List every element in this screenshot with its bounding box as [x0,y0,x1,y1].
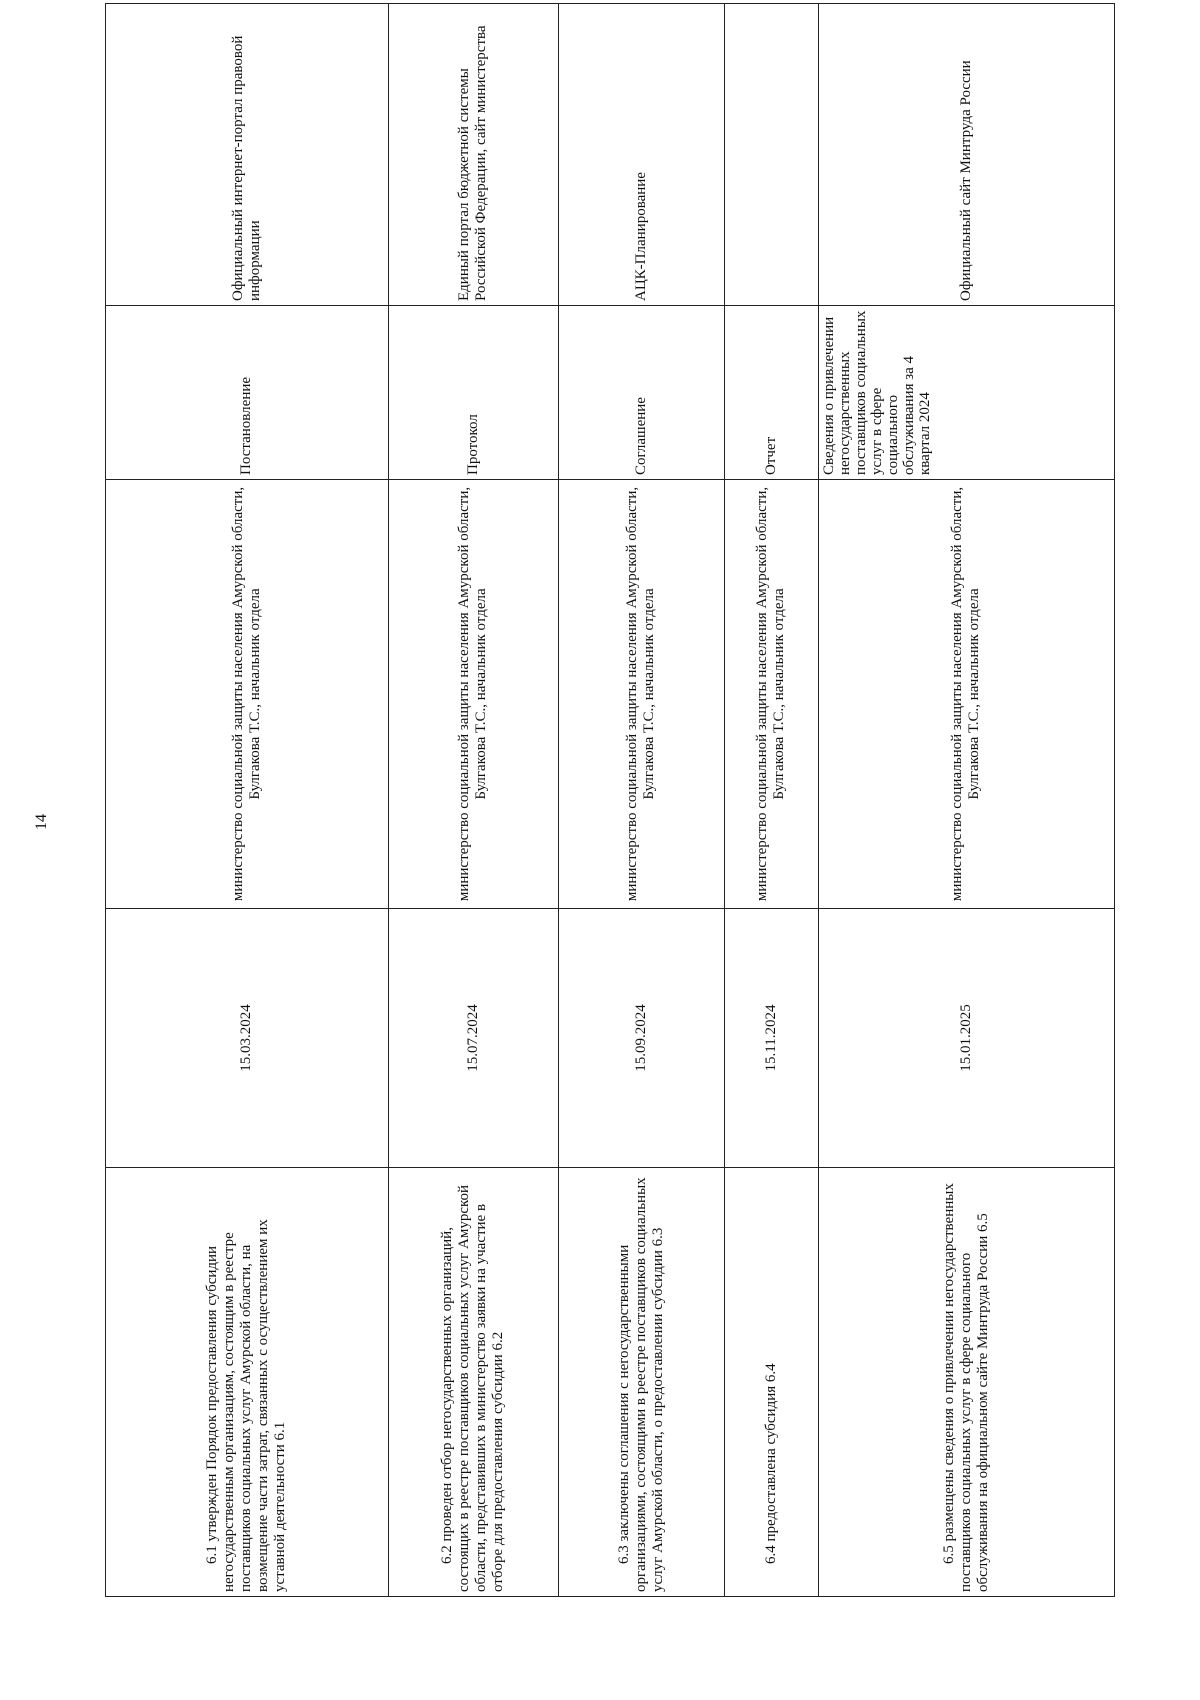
table-row [724,4,818,1597]
table-row [558,4,724,1597]
source-cell: Официальный сайт Минтруда России [818,4,1114,306]
date-cell: 15.11.2024 [724,909,818,1168]
responsible-cell: министерство социальной защиты населения Амурской области, Булгакова Т.С., начальник отдела [388,480,558,909]
document-cell: Отчет [724,306,818,480]
event-text: 6.3 заключены соглашения с негосударственными организациями, состоящими в реестре поставщиков социальных услуг Амурской области, о предоставлении субсидии 6.3 [615,1177,666,1592]
source-cell: Единый портал бюджетной системы Российской Федерации, сайт министерства [388,4,558,306]
event-cell [818,1168,1114,1597]
date-cell: 15.01.2025 [818,909,1114,1168]
responsible-cell: министерство социальной защиты населения Амурской области, Булгакова Т.С., начальник отдела [106,480,389,909]
table-row [106,4,389,1597]
date-cell: 15.07.2024 [388,909,558,1168]
page-number: 14 [33,814,50,830]
source-cell [724,4,818,306]
document-cell: Сведения о привлечении негосударственных поставщиков социальных услуг в сфере социального обслуживания за 4 квартал 2024 [818,306,1114,480]
event-text: 6.2 проведен отбор негосударственных организаций, состоящих в реестре поставщиков социальных услуг Амурской области, представивших в министерство заявки на участие в отборе для предоставления субсидии 6.2 [439,1184,507,1592]
event-cell [558,1168,724,1597]
document-cell: Постановление [106,306,389,480]
document-cell: Протокол [388,306,558,480]
event-text: 6.4 предоставлена субсидия 6.4 [762,1363,779,1564]
event-cell [724,1168,818,1597]
rotated-table-container [105,25,1115,1597]
date-cell: 15.03.2024 [106,909,389,1168]
event-text: 6.1 утвержден Порядок предоставления субсидии негосударственным организациям, состоящим в реестре поставщиков социальных услуг Амурской области, на возмещение части затрат, связанных с осуществлением их уставной деятельности 6.1 [204,1219,289,1592]
responsible-cell: министерство социальной защиты населения Амурской области, Булгакова Т.С., начальник отдела [558,480,724,909]
responsible-cell: министерство социальной защиты населения Амурской области, Булгакова Т.С., начальник отдела [724,480,818,909]
table-row [388,4,558,1597]
document-cell: Соглашение [558,306,724,480]
source-cell: Официальный интернет-портал правовой информации [106,4,389,306]
event-text: 6.5 размещены сведения о привлечении негосударственных поставщиков социальных услуг в сфере социального обслуживания на официальном сайте Минтруда России 6.5 [940,1183,991,1592]
source-cell: АЦК-Планирование [558,4,724,306]
event-cell [388,1168,558,1597]
date-cell: 15.09.2024 [558,909,724,1168]
event-cell [106,1168,389,1597]
table-row [818,4,1114,1597]
responsible-cell: министерство социальной защиты населения Амурской области, Булгакова Т.С., начальник отдела [818,480,1114,909]
plan-table [105,3,1115,1597]
